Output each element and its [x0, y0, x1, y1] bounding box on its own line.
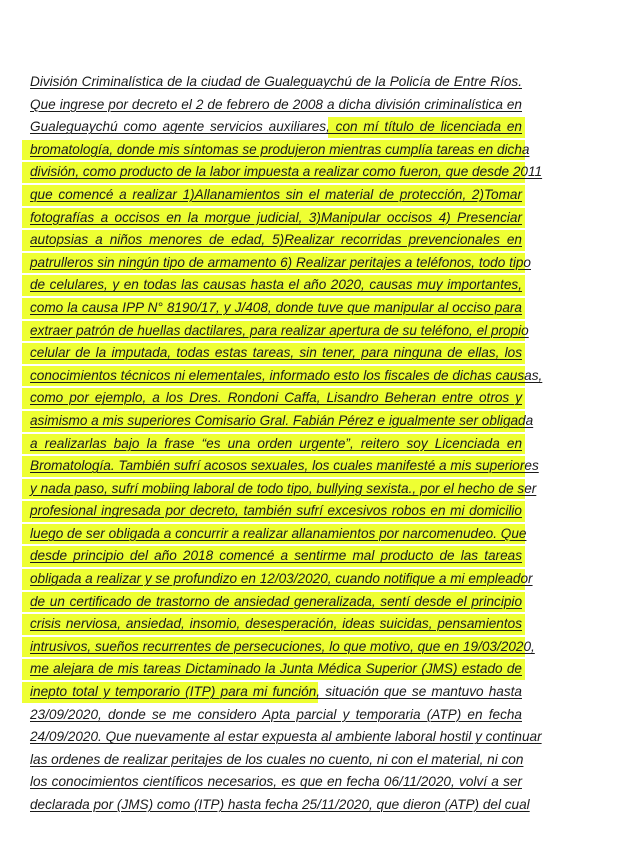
line-text: crisis nerviosa, ansiedad, insomio, desesperación, ideas suicidas, pensamientos [30, 616, 522, 632]
line-text: las ordenes de realizar peritajes de los cuales no cuento, ni con el material, ni con [30, 751, 524, 767]
line-text: inepto total y temporario (ITP) para mi función, situación que se mantuvo hasta [30, 684, 522, 700]
line-text: fotografías a occisos en la morgue judicial, 3)Manipular occisos 4) Presenciar [30, 209, 522, 225]
text-line [30, 229, 522, 252]
text-line [30, 116, 522, 139]
text-line [30, 658, 522, 681]
text-line [30, 681, 522, 704]
text-line [30, 161, 543, 184]
text-line [30, 726, 542, 749]
line-text: División Criminalística de la ciudad de Gualeguaychú de la Policía de Entre Ríos. [30, 74, 522, 89]
line-text: intrusivos, sueños recurrentes de persecuciones, lo que motivo, que en 19/03/2020, [30, 638, 535, 654]
line-text: Bromatología. También sufrí acosos sexuales, los cuales manifesté a mis superiores [30, 458, 539, 474]
text-line [30, 749, 522, 772]
text-line [30, 613, 522, 636]
text-line [30, 433, 522, 456]
line-text: luego de ser obligada a concurrir a realizar allanamientos por narcomenudeo. Que [30, 525, 527, 541]
text-line [30, 455, 539, 478]
line-text: y nada paso, sufrí mobiing laboral de todo tipo, bullying sexista., por el hecho de ser [30, 480, 537, 496]
text-line [30, 387, 522, 410]
line-text: los conocimientos científicos necesarios, es que en fecha 06/11/2020, volví a ser [30, 774, 522, 790]
line-text: celular de la imputada, todas estas tareas, sin tener, para ninguna de ellas, los [30, 345, 522, 361]
line-text: 23/09/2020, donde se me considero Apta parcial y temporaria (ATP) en fecha [30, 706, 522, 722]
line-text: Que ingrese por decreto el 2 de febrero de 2008 a dicha división criminalística en [30, 96, 522, 112]
text-line [30, 297, 522, 320]
text-line [30, 320, 529, 343]
line-text: de un certificado de trastorno de ansiedad generalizada, sentí desde el principio [30, 593, 522, 609]
text-line [30, 365, 543, 388]
text-line [30, 636, 535, 659]
text-line [30, 410, 534, 433]
line-text: como por ejemplo, a los Dres. Rondoni Caffa, Lisandro Beheran entre otros y [30, 390, 522, 406]
text-line [30, 184, 522, 207]
text-line [30, 794, 530, 817]
line-text: obligada a realizar y se profundizo en 12/03/2020, cuando notifique a mi empleador [30, 571, 533, 587]
line-text: asimismo a mis superiores Comisario Gral. Fabián Pérez e igualmente ser obligada [30, 412, 534, 428]
text-line [30, 71, 522, 94]
line-text: de celulares, y en todas las causas hasta el año 2020, causas muy importantes, [30, 277, 522, 293]
text-line [30, 139, 530, 162]
line-text: me alejara de mis tareas Dictaminado la Junta Médica Superior (JMS) estado de [30, 661, 522, 677]
line-text: Gualeguaychú como agente servicios auxiliares, con mí título de licenciada en [30, 119, 522, 135]
line-text: división, como producto de la labor impuesta a realizar como fueron, que desde 2011 [30, 164, 543, 180]
text-line [30, 568, 533, 591]
text-line [30, 771, 522, 794]
line-text: autopsias a niños menores de edad, 5)Realizar recorridas prevencionales en [30, 232, 522, 248]
line-text: conocimientos técnicos ni elementales, informado esto los fiscales de dichas causas, [30, 367, 543, 383]
text-line [30, 545, 522, 568]
text-line [30, 252, 531, 275]
line-text: como la causa IPP N° 8190/17, y J/408, donde tuve que manipular al occiso para [30, 299, 522, 315]
line-text: extraer patrón de huellas dactilares, para realizar apertura de su teléfono, el propio [30, 322, 529, 338]
text-line [30, 478, 537, 501]
line-text: a realizarlas bajo la frase “es una orden urgente”, reitero soy Licenciada en [30, 435, 522, 451]
line-text: patrulleros sin ningún tipo de armamento 6) Realizar peritajes a teléfonos, todo tipo [30, 254, 531, 270]
text-line [30, 94, 522, 117]
text-line [30, 591, 522, 614]
text-line [30, 523, 527, 546]
line-text: profesional ingresada por decreto, también sufrí excesivos robos en mi domicilio [30, 503, 522, 519]
line-text: declarada por (JMS) como (ITP) hasta fecha 25/11/2020, que dieron (ATP) del cual [30, 797, 530, 812]
text-line [30, 342, 522, 365]
text-line [30, 274, 522, 297]
text-line [30, 207, 522, 230]
body-paragraph [30, 71, 543, 817]
line-text: 24/09/2020. Que nuevamente al estar expuesta al ambiente laboral hostil y continuar [30, 729, 542, 745]
line-text: bromatología, donde mis síntomas se produjeron mientras cumplía tareas en dicha [30, 141, 530, 157]
line-text: que comencé a realizar 1)Allanamientos sin el material de protección, 2)Tomar [30, 186, 522, 202]
line-text: desde principio del año 2018 comencé a sentirme mal producto de las tareas [30, 548, 522, 564]
text-line [30, 500, 522, 523]
text-line [30, 704, 522, 727]
